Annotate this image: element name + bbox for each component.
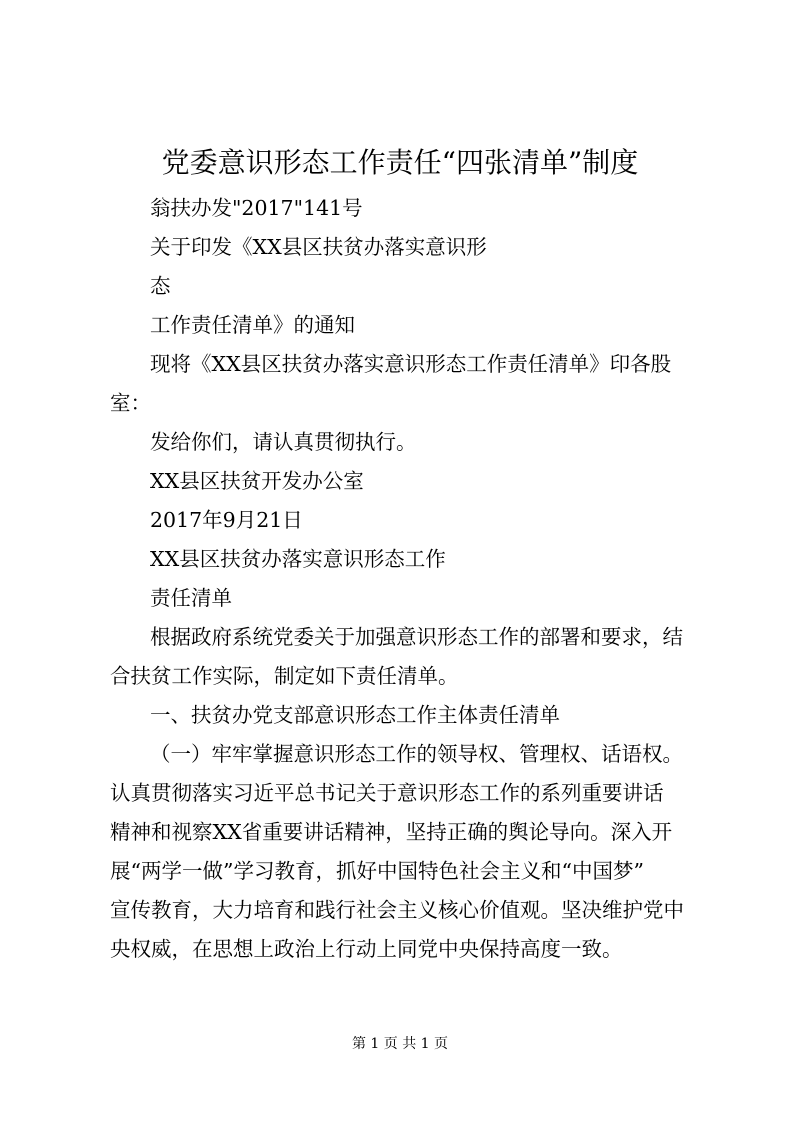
document-number: 翁扶办发"2017"141号	[150, 196, 363, 220]
body-line: 宣传教育，大力培育和践行社会主义核心价值观。坚决维护党中	[110, 898, 684, 922]
list-title-part-1: XX县区扶贫办落实意识形态工作	[150, 547, 446, 571]
subsection-heading: （一）牢牢掌握意识形态工作的领导权、管理权、话语权。	[150, 742, 683, 766]
body-line: 发给你们，请认真贯彻执行。	[150, 430, 417, 454]
body-line: 展“两学一做”学习教育，抓好中国特色社会主义和“中国梦”	[110, 859, 644, 883]
body-line: 央权威，在思想上政治上行动上同党中央保持高度一致。	[110, 937, 623, 961]
body-line: 精神和视察XX省重要讲话精神，坚持正确的舆论导向。深入开	[110, 820, 673, 844]
document-title: 党委意识形态工作责任“四张清单”制度	[161, 146, 639, 179]
issuing-office: XX县区扶贫开发办公室	[150, 469, 364, 493]
body-line: 合扶贫工作实际，制定如下责任清单。	[110, 664, 459, 688]
notice-title-part-2: 态	[150, 274, 171, 298]
body-line: 根据政府系统党委关于加强意识形态工作的部署和要求，结	[150, 625, 683, 649]
notice-title-part-3: 工作责任清单》的通知	[150, 313, 355, 337]
section-heading: 一、扶贫办党支部意识形态工作主体责任清单	[150, 703, 560, 727]
list-title-part-2: 责任清单	[150, 586, 232, 610]
notice-title-part-1: 关于印发《XX县区扶贫办落实意识形	[150, 235, 487, 259]
page-footer: 第 1 页 共 1 页	[351, 1036, 449, 1052]
issue-date: 2017年9月21日	[150, 508, 303, 532]
body-line: 现将《XX县区扶贫办落实意识形态工作责任清单》印各股	[150, 352, 672, 376]
body-line: 室：	[110, 391, 151, 415]
body-line: 认真贯彻落实习近平总书记关于意识形态工作的系列重要讲话	[110, 781, 664, 805]
